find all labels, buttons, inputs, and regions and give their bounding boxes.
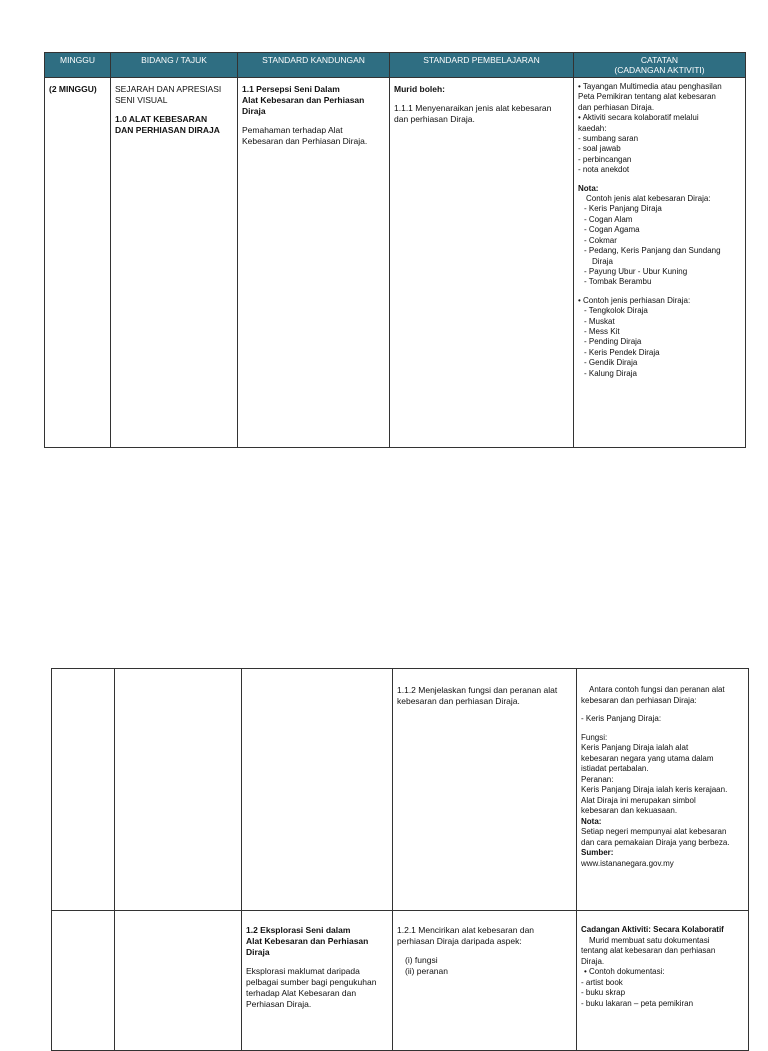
- sp-line: kebesaran dan perhiasan Diraja.: [397, 696, 520, 706]
- catatan-line: Keris Panjang Diraja ialah keris kerajaan.: [581, 785, 728, 794]
- catatan-line: Alat Diraja ini merupakan simbol: [581, 795, 696, 805]
- catatan-line: - Keris Panjang Diraja:: [581, 714, 662, 723]
- perhiasan-item: - Keris Pendek Diraja: [584, 347, 660, 357]
- sk-body-line: terhadap Alat Kebesaran dan: [246, 988, 357, 998]
- table-row: [52, 669, 749, 911]
- sp-title: Murid boleh:: [394, 84, 445, 94]
- rpt-table-1: [44, 52, 746, 448]
- sp-line: 1.2.1 Mencirikan alat kebesaran dan: [397, 925, 535, 935]
- nota-item: Diraja: [592, 256, 613, 266]
- catatan-line: Fungsi:: [581, 732, 608, 742]
- nota-label: Nota:: [581, 816, 602, 826]
- catatan-line: • Tayangan Multimedia atau penghasilan: [578, 82, 722, 91]
- nota-item: - Keris Panjang Diraja: [584, 204, 662, 214]
- cell-standard-kandungan: [242, 669, 393, 911]
- nota-item: - Tombak Berambu: [584, 277, 652, 287]
- sk-title-line: 1.2 Eksplorasi Seni dalam: [246, 925, 351, 935]
- catatan-line: Diraja.: [581, 956, 605, 966]
- perhiasan-item: - Kalung Diraja: [584, 368, 637, 378]
- catatan-line: dan cara pemakaian Diraja yang berbeza.: [581, 837, 730, 847]
- sk-body-line2: Kebesaran dan Perhiasan Diraja.: [242, 136, 368, 146]
- cell-catatan: [577, 669, 749, 911]
- catatan-line: - sumbang saran: [578, 134, 639, 144]
- tajuk-line1: 1.0 ALAT KEBESARAN: [115, 114, 208, 124]
- catatan-line: - nota anekdot: [578, 165, 630, 175]
- nota-item: - Payung Ubur - Ubur Kuning: [584, 266, 688, 276]
- catatan-line: Antara contoh fungsi dan peranan alat: [589, 685, 725, 694]
- sp-line: 1.1.2 Menjelaskan fungsi dan peranan alat: [397, 685, 558, 695]
- sk-body-line: pelbagai sumber bagi pengukuhan: [246, 977, 377, 987]
- cell-standard-pembelajaran: [393, 669, 577, 911]
- header-standard-pembelajaran: STANDARD PEMBELAJARAN: [390, 53, 574, 78]
- table-row: [45, 78, 746, 448]
- minggu-value: (2 MINGGU): [49, 84, 97, 94]
- bidang-line1: SEJARAH DAN APRESIASI: [115, 84, 222, 94]
- catatan-line: Peranan:: [581, 774, 614, 784]
- catatan-line: - buku skrap: [581, 988, 626, 997]
- perhiasan-item: - Mess Kit: [584, 326, 620, 336]
- sk-title-line2: Alat Kebesaran dan Perhiasan: [242, 95, 365, 105]
- nota-item: - Cogan Alam: [584, 214, 633, 224]
- cell-catatan: [574, 78, 746, 448]
- sp-body-line2: dan perhiasan Diraja.: [394, 114, 475, 124]
- cell-bidang-tajuk: [111, 78, 238, 448]
- catatan-line: - perbincangan: [578, 154, 632, 164]
- header-catatan-line2: (CADANGAN AKTIVITI): [614, 65, 705, 75]
- table-row: [52, 911, 749, 1051]
- catatan-line: • Contoh dokumentasi:: [584, 967, 665, 976]
- nota-item: - Cokmar: [584, 235, 617, 245]
- catatan-line: Murid membuat satu dokumentasi: [589, 935, 710, 945]
- sk-body-line1: Pemahaman terhadap Alat: [242, 125, 343, 135]
- bidang-line2: SENI VISUAL: [115, 95, 168, 105]
- table-header-row: [45, 53, 746, 78]
- cell-standard-kandungan: [242, 911, 393, 1051]
- sp-line: (i) fungsi: [405, 955, 438, 965]
- catatan-line: kebesaran negara yang utama dalam: [581, 753, 714, 763]
- sk-body-line: Eksplorasi maklumat daripada: [246, 966, 360, 976]
- cell-bidang-tajuk: [115, 911, 242, 1051]
- rpt-table-2: [51, 668, 749, 1051]
- catatan-line: dan perhiasan Diraja.: [578, 102, 655, 112]
- cell-minggu: [52, 669, 115, 911]
- nota-intro: Contoh jenis alat kebesaran Diraja:: [586, 194, 711, 204]
- catatan-line: Setiap negeri mempunyai alat kebesaran: [581, 827, 727, 836]
- header-standard-kandungan: STANDARD KANDUNGAN: [238, 53, 390, 78]
- header-bidang-tajuk: BIDANG / TAJUK: [111, 53, 238, 78]
- catatan-line: kaedah:: [578, 123, 607, 133]
- cell-standard-pembelajaran: [390, 78, 574, 448]
- nota-item: - Pedang, Keris Panjang dan Sundang: [584, 246, 721, 256]
- nota-item: - Cogan Agama: [584, 225, 640, 235]
- catatan-line: - buku lakaran – peta pemikiran: [581, 998, 694, 1008]
- catatan-line: Keris Panjang Diraja ialah alat: [581, 743, 689, 752]
- catatan-line: istiadat pertabalan.: [581, 764, 649, 773]
- sk-title-line1: 1.1 Persepsi Seni Dalam: [242, 84, 340, 94]
- sp-line: perhiasan Diraja daripada aspek:: [397, 936, 522, 946]
- catatan-line: - soal jawab: [578, 144, 621, 154]
- sp-line: (ii) peranan: [405, 966, 448, 976]
- cell-catatan: [577, 911, 749, 1051]
- cell-minggu: [45, 78, 111, 448]
- sk-body-line: Perhiasan Diraja.: [246, 999, 312, 1009]
- sk-title-line3: Diraja: [242, 106, 266, 116]
- cadangan-title: Cadangan Aktiviti: Secara Kolaboratif: [581, 925, 724, 934]
- header-minggu: MINGGU: [45, 53, 111, 78]
- catatan-line: - artist book: [581, 977, 623, 987]
- sumber-url: www.istananegara.gov.my: [581, 858, 674, 868]
- perhiasan-item: - Pending Diraja: [584, 337, 642, 347]
- perhiasan-intro: • Contoh jenis perhiasan Diraja:: [578, 295, 691, 305]
- header-catatan-line1: CATATAN: [640, 55, 679, 65]
- sumber-label: Sumber:: [581, 848, 614, 857]
- perhiasan-item: - Muskat: [584, 316, 615, 326]
- catatan-line: kebesaran dan perhiasan Diraja:: [581, 695, 697, 705]
- cell-bidang-tajuk: [115, 669, 242, 911]
- catatan-line: • Aktiviti secara kolaboratif melalui: [578, 113, 699, 123]
- cell-standard-pembelajaran: [393, 911, 577, 1051]
- catatan-line: kebesaran dan kekuasaan.: [581, 806, 678, 815]
- perhiasan-item: - Tengkolok Diraja: [584, 306, 648, 316]
- cell-standard-kandungan: [238, 78, 390, 448]
- cell-minggu: [52, 911, 115, 1051]
- sp-body-line1: 1.1.1 Menyenaraikan jenis alat kebesaran: [394, 103, 552, 113]
- tajuk-line2: DAN PERHIASAN DIRAJA: [115, 125, 220, 135]
- nota-label: Nota:: [578, 183, 599, 193]
- perhiasan-item: - Gendik Diraja: [584, 358, 638, 368]
- catatan-line: tentang alat kebesaran dan perhiasan: [581, 946, 716, 955]
- catatan-line: Peta Pemikiran tentang alat kebesaran: [578, 92, 716, 102]
- sk-title-line: Alat Kebesaran dan Perhiasan: [246, 936, 369, 946]
- sk-title-line: Diraja: [246, 947, 270, 957]
- header-catatan: [574, 53, 746, 78]
